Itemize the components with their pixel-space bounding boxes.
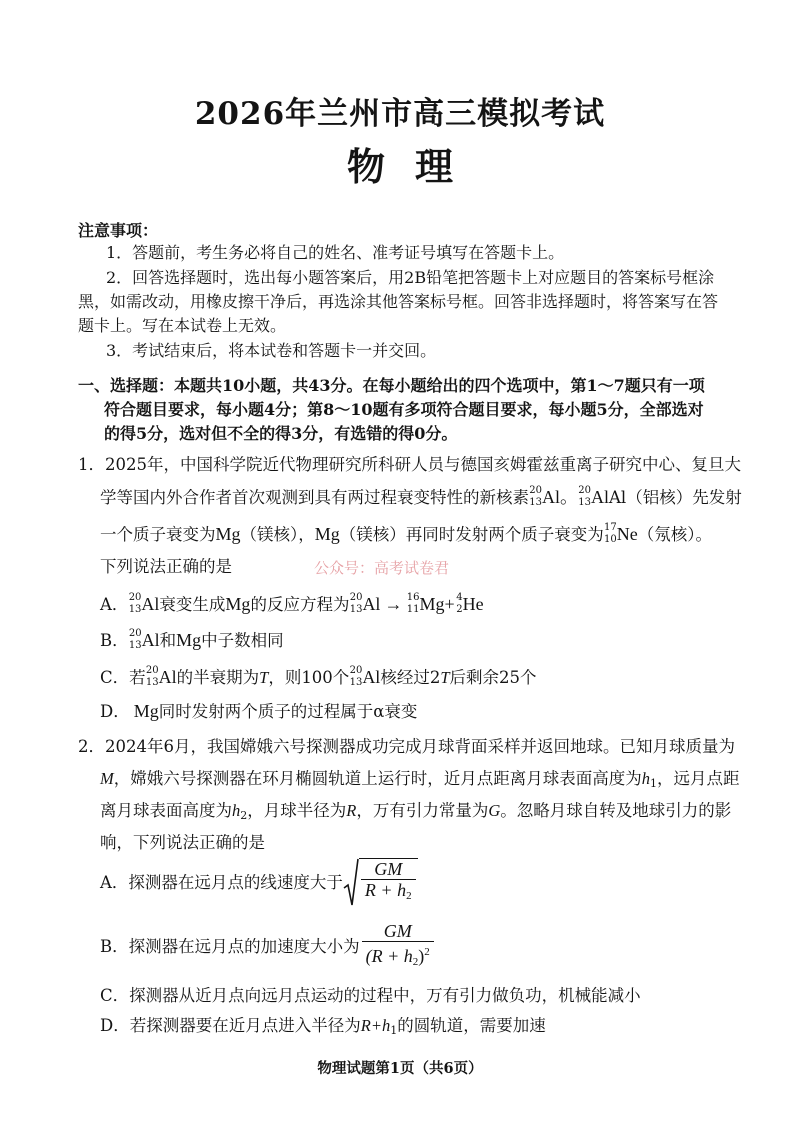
al-isotope: 20 13 (529, 485, 542, 508)
q1-line-3: 一个质子衰变为Mg（镁核），Mg（镁核）再同时发射两个质子衰变为 17 10 Ne（氖核）。 (100, 522, 713, 545)
q1-line-2: 学等国内外合作者首次观测到具有两过程衰变特性的新核素 20 13 Al。 20 13 AlAl（铝核）先发射 (100, 485, 742, 508)
q1-option-d: D． Mg同时发射两个质子的过程属于α衰变 (100, 701, 418, 721)
exam-title: 2026年兰州市高三模拟考试 (194, 96, 606, 132)
note-item-3: 3．考试结束后，将本试卷和答题卡一并交回。 (106, 341, 437, 360)
note-item-2-cont: 黑，如需改动，用橡皮擦干净后，再选涂其他答案标号框。回答非选择题时，将答案写在答 (78, 292, 719, 311)
q2-line-3: 离月球表面高度为h2，月球半径为R，万有引力常量为G。忽略月球自转及地球引力的影 (100, 801, 732, 822)
ne-isotope: 17 10 (604, 522, 617, 545)
notes-heading: 注意事项： (78, 221, 159, 240)
watermark: 公众号：高考试卷君 (314, 559, 450, 577)
note-item-2-cont2: 题卡上。写在本试卷上无效。 (78, 316, 287, 335)
q2-option-c: C．探测器从近月点向远月点运动的过程中，万有引力做负功，机械能减小 (100, 986, 641, 1005)
note-item-1: 1．答题前，考生务必将自己的姓名、准考证号填写在答题卡上。 (106, 243, 565, 262)
q2-option-a: A． 探测器在远月点的线速度大于 $\frac{GM}{R + h2}$ (100, 858, 418, 908)
q2-line-4: 响，下列说法正确的是 (100, 833, 265, 852)
sqrt-expression: $\frac{GM}{R + h2}$ (343, 858, 418, 908)
section-instructions-3: 的得5分，选对但不全的得3分，有选错的得0分。 (104, 424, 458, 443)
q1-option-b: B． 20 13 Al和Mg中子数相同 (100, 628, 284, 651)
subject-title: 物理 (346, 144, 483, 189)
section-instructions-2: 符合题目要求，每小题4分；第8～10题有多项符合题目要求，每小题5分，全部选对 (104, 400, 704, 419)
q2-line-1: 2．2024年6月，我国嫦娥六号探测器成功完成月球背面采样并返回地球。已知月球质量为 (78, 737, 735, 756)
q1-option-c: C．若 20 13 Al的半衰期为T，则100个 20 13 Al核经过2T后剩余25个 (100, 665, 537, 688)
note-item-2: 2．回答选择题时，选出每小题答案后，用2B铅笔把答题卡上对应题目的答案标号框涂 (106, 268, 715, 287)
q2-option-d: D．若探测器要在近月点进入半径为R+h1的圆轨道，需要加速 (100, 1016, 546, 1037)
q2-line-2: M，嫦娥六号探测器在环月椭圆轨道上运行时，近月点距离月球表面高度为h1，远月点距 (100, 769, 740, 790)
q1-line-4: 下列说法正确的是 (100, 557, 232, 576)
q2-option-b: B． 探测器在远月点的加速度大小为 $\frac{GM}{(R + h2)^2}$ (100, 921, 436, 972)
section-instructions-1: 一、选择题：本题共10小题，共43分。在每小题给出的四个选项中，第1～7题只有一项 (78, 376, 705, 395)
page-footer: 物理试题第1页（共6页） (317, 1060, 483, 1077)
q1-line-1: 1．2025年，中国科学院近代物理研究所科研人员与德国亥姆霍兹重离子研究中心、复旦大 (78, 455, 741, 474)
q1-option-a: A． 20 13 Al衰变生成Mg的反应方程为 20 13 Al → 16 11 Mg+ 4 2 He (100, 592, 484, 615)
